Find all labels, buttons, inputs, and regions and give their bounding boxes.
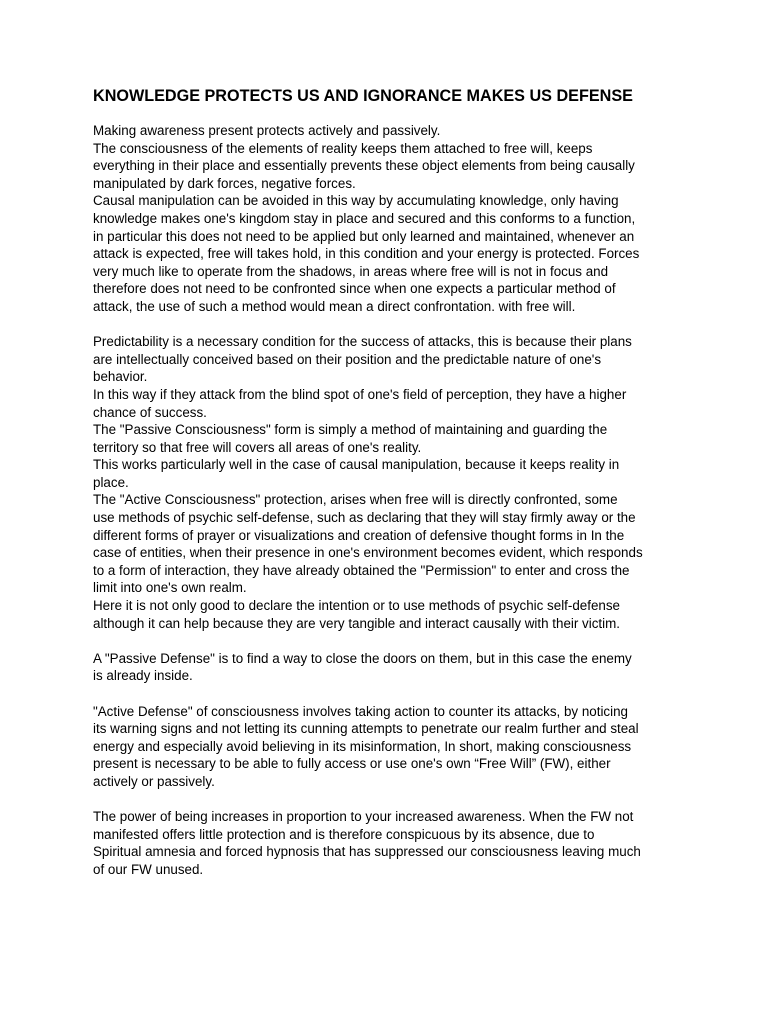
text-line: chance of success. (93, 404, 207, 420)
text-line: everything in their place and essentially prevents these object elements from being causally (93, 158, 635, 174)
text-line: its warning signs and not letting its cunning attempts to penetrate our realm further and steal (93, 721, 639, 737)
text-line: although it can help because they are very tangible and interact causally with their victim. (93, 615, 620, 631)
text-line: energy and especially avoid believing in its misinformation, In short, making consciousness (93, 738, 632, 754)
paragraph (93, 703, 683, 791)
text-line: Making awareness present protects actively and passively. (93, 123, 441, 138)
text-line: limit into one's own realm. (93, 580, 247, 596)
text-line: present is necessary to be able to fully access or use one's own “Free Will” (FW), either (93, 756, 611, 772)
paragraph (93, 808, 683, 878)
text-line: This works particularly well in the case of causal manipulation, because it keeps reality in (93, 457, 620, 473)
text-line: to a form of interaction, they have already obtained the "Permission" to enter and cross the (93, 562, 630, 578)
text-line: of our FW unused. (93, 861, 204, 877)
text-line: attack is expected, free will takes hold, in this condition and your energy is protected. Forces (93, 246, 640, 262)
text-line: manipulated by dark forces, negative forces. (93, 175, 356, 191)
text-line: is already inside. (93, 668, 193, 684)
text-line: The "Passive Consciousness" form is simply a method of maintaining and guarding the (93, 422, 608, 438)
text-line: different forms of prayer or visualizations and creation of defensive thought forms in In the (93, 527, 625, 543)
text-line: A "Passive Defense" is to find a way to close the doors on them, but in this case the enemy (93, 650, 632, 666)
text-line: therefore does not need to be confronted since when one expects a particular method of (93, 281, 616, 297)
text-line: "Active Defense" of consciousness involves taking action to counter its attacks, by noticing (93, 703, 628, 719)
text-line: Causal manipulation can be avoided in this way by accumulating knowledge, only having (93, 193, 619, 209)
text-line: Spiritual amnesia and forced hypnosis that has suppressed our consciousness leaving much (93, 844, 641, 860)
text-line: knowledge makes one's kingdom stay in place and secured and this conforms to a function, (93, 210, 636, 226)
text-line: Here it is not only good to declare the intention or to use methods of psychic self-defense (93, 598, 621, 614)
paragraph (93, 122, 683, 316)
text-line: territory so that free will covers all areas of one's reality. (93, 439, 422, 455)
text-line: The "Active Consciousness" protection, arises when free will is directly confronted, some (93, 492, 618, 508)
document-body (93, 122, 683, 879)
text-line: The power of being increases in proportion to your increased awareness. When the FW not (93, 809, 634, 825)
text-line: Predictability is a necessary condition for the success of attacks, this is because their plans (93, 334, 632, 350)
document-title: KNOWLEDGE PROTECTS US AND IGNORANCE MAKES US DEFENSE (93, 87, 633, 105)
text-line: in particular this does not need to be applied but only learned and maintained, whenever an (93, 228, 635, 244)
paragraph (93, 650, 683, 685)
text-line: actively or passively. (93, 773, 215, 789)
text-line: In this way if they attack from the blind spot of one's field of perception, they have a higher (93, 386, 627, 402)
text-line: manifested offers little protection and is therefore conspicuous by its absence, due to (93, 826, 595, 842)
text-line: case of entities, when their presence in one's environment becomes evident, which responds (93, 545, 643, 561)
text-line: The consciousness of the elements of reality keeps them attached to free will, keeps (93, 140, 593, 156)
text-line: are intellectually conceived based on their position and the predictable nature of one's (93, 351, 602, 367)
text-line: place. (93, 474, 129, 490)
text-line: very much like to operate from the shadows, in areas where free will is not in focus and (93, 263, 609, 279)
text-line: attack, the use of such a method would mean a direct confrontation. with free will. (93, 298, 576, 314)
text-line: use methods of psychic self-defense, such as declaring that they will stay firmly away or the (93, 510, 636, 526)
paragraph (93, 333, 683, 632)
text-line: behavior. (93, 369, 148, 385)
document-page (93, 86, 683, 896)
